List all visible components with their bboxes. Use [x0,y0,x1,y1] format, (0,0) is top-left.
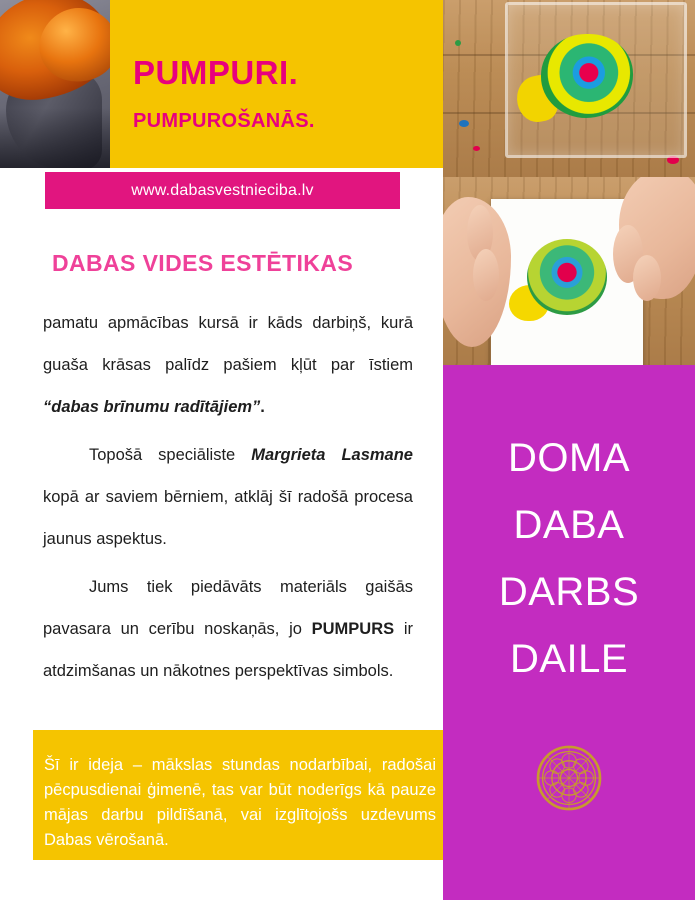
printed-rings [527,239,607,315]
paragraph-2-text-a: Topošā speciāliste [89,446,252,464]
right-hand [619,177,695,299]
note-text: Šī ir ideja – mākslas stundas nodarbībai, radošai pēcpusdienai ģimenē, tas var būt noderīgs kā pauze mājas darbu pildīšanā, vai izglītojošs uzdevums Dabas vērošanā. [44,756,436,849]
paragraph-2-name: Margrieta Lasmane [251,446,413,464]
finger [473,249,499,301]
keyword-list [443,425,695,693]
paint-spatter [455,40,461,46]
poster-subtitle: PUMPUROŠANĀS. [133,110,315,132]
keyword-2: DABA [513,503,625,547]
paragraph-1-emphasis: “dabas brīnumu radītājiem” [43,398,261,416]
paint-rings-blob [541,34,633,118]
paragraph-3-text-c: ir atdzimšanas un nākotnes perspektīvas simbols. [43,620,413,680]
paint-spatter [459,120,469,127]
article-body [43,302,413,692]
website-band[interactable] [45,172,400,209]
keyword-1: DOMA [508,436,630,480]
paragraph-2-text-c: kopā ar saviem bērniem, atklāj šī radošā procesa jaunus aspektus. [43,488,413,548]
mandala-logo [536,745,602,811]
header-band [0,0,443,168]
bud-photo-shadow [0,108,110,168]
keyword-3: DARBS [498,570,640,614]
paragraph-1-text-c: . [260,398,265,416]
paragraph-1 [43,302,413,428]
paint-tray-photo [443,0,695,177]
paragraph-2 [43,434,413,560]
paint-spatter [473,146,480,151]
paragraph-3-text-a: Jums tiek piedāvāts materiāls gaišās pavasara un cerību noskaņās, jo [43,578,413,638]
hands-printing-photo [443,177,695,365]
poster-title: PUMPURI. [133,54,299,91]
keyword-4: DAILE [509,637,629,681]
bud-photo [0,0,110,168]
paragraph-3-keyword: PUMPURS [311,620,395,638]
right-column [443,0,695,900]
section-heading: DABAS VIDES ESTĒTIKAS [52,250,354,276]
website-link[interactable]: www.dabasvestnieciba.lv [131,181,314,199]
paragraph-1-text-a: pamatu apmācības kursā ir kāds darbiņš, kurā guaša krāsas palīdz pašiem kļūt par īstiem [43,314,413,374]
paragraph-3 [43,566,413,692]
finger [633,255,661,301]
